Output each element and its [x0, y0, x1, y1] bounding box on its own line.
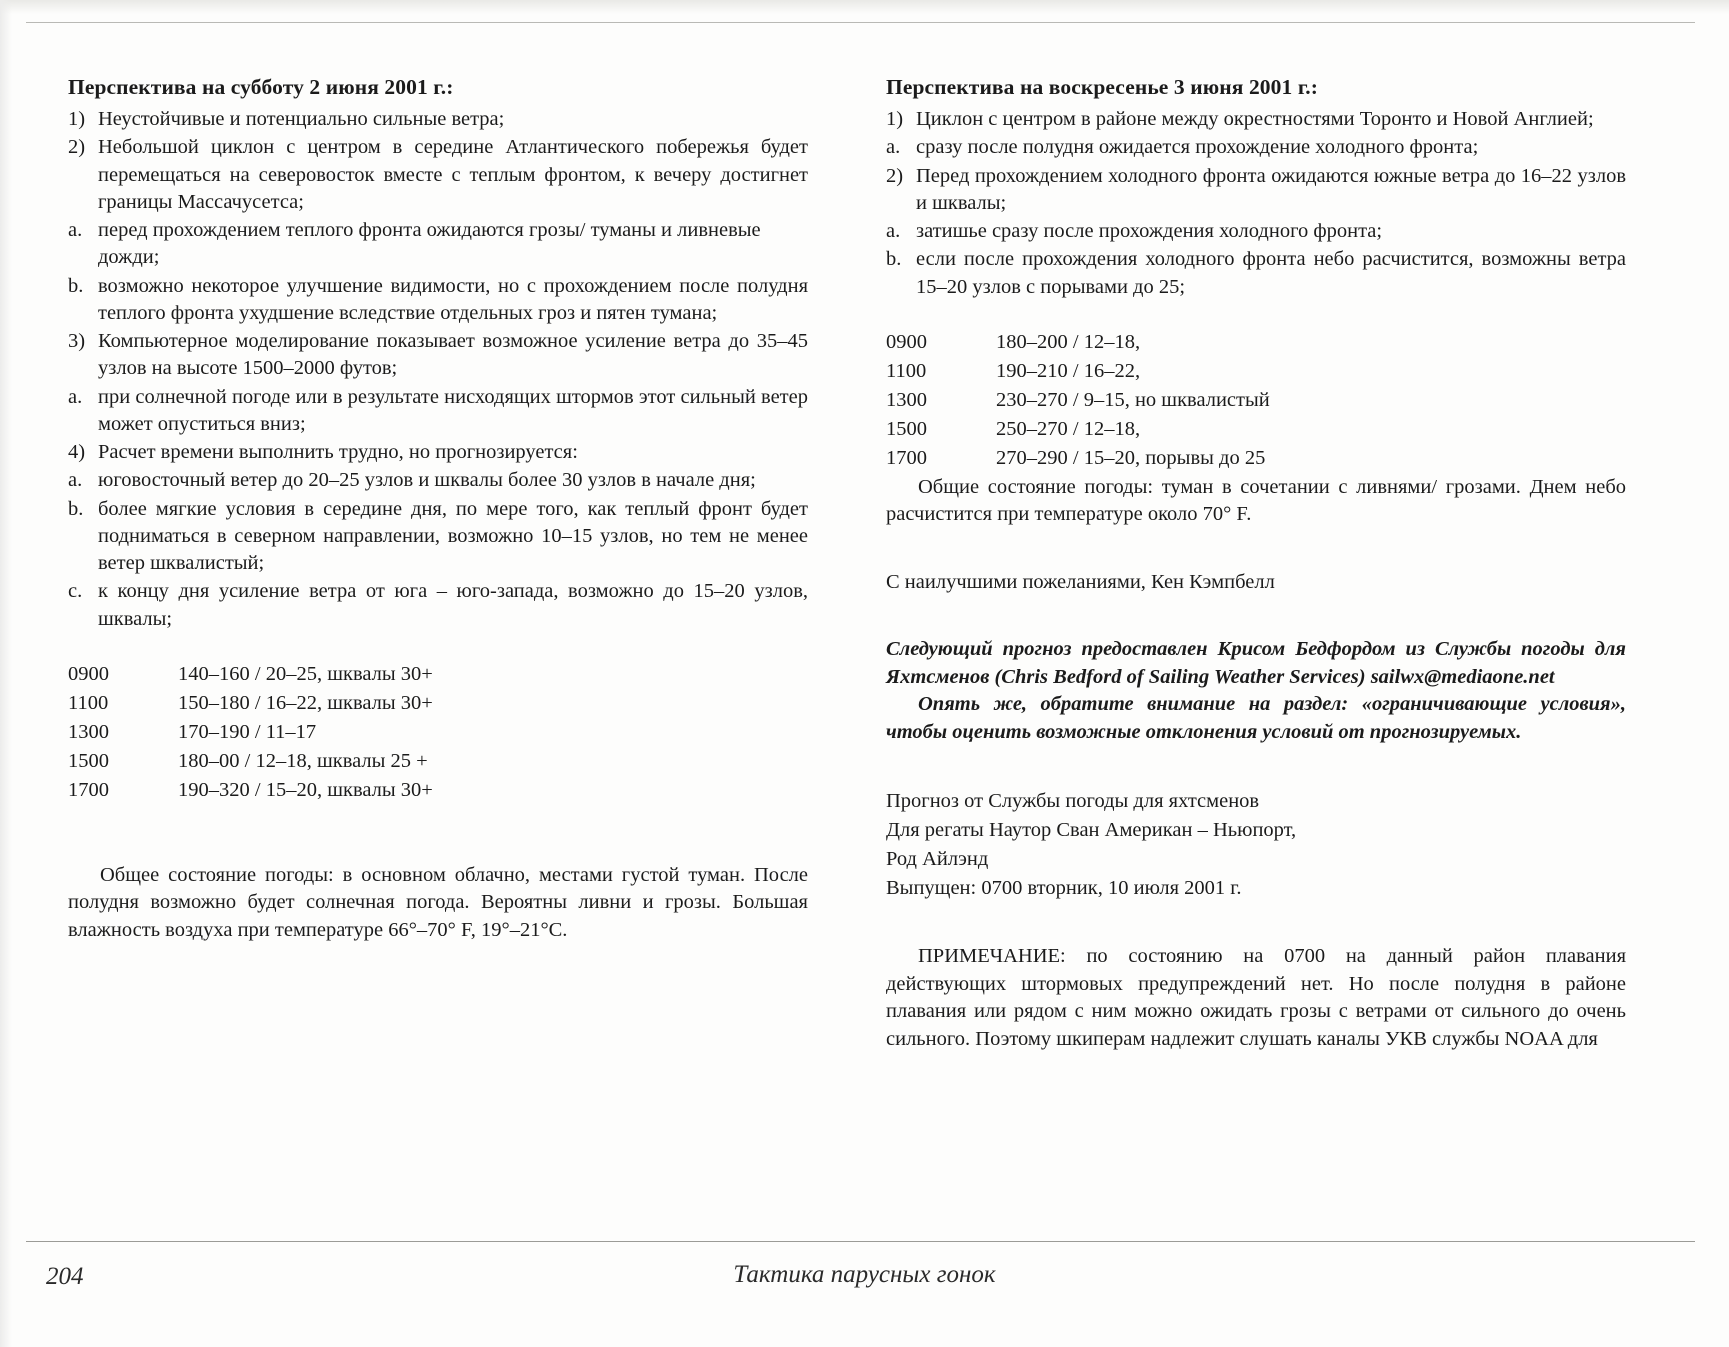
table-row — [68, 747, 433, 776]
list-item-marker: b. — [886, 248, 902, 271]
list-item-marker: 2) — [68, 136, 86, 159]
list-item-text: перед прохождением теплого фронта ожидаются грозы/ туманы и ливневые дожди; — [98, 219, 761, 269]
list-item — [886, 163, 1626, 218]
list-item-marker: a. — [886, 220, 901, 243]
table-row — [68, 718, 433, 747]
forecast-header-block — [886, 787, 1626, 903]
left-column — [68, 74, 808, 1227]
forecast-value: 180–00 / 12–18, шквалы 25 + — [178, 750, 428, 773]
table-row — [68, 776, 433, 805]
list-item-marker: b. — [68, 274, 84, 297]
list-item-text: Перед прохождением холодного фронта ожидаются южные ветра до 16–22 узлов и шквалы; — [916, 164, 1626, 214]
list-item — [886, 106, 1626, 133]
list-item — [68, 467, 808, 494]
forecast-value: 250–270 / 12–18, — [996, 418, 1141, 441]
list-item — [68, 106, 808, 133]
forecast-value: 230–270 / 9–15, но шквалистый — [996, 389, 1270, 412]
page-number: 204 — [46, 1263, 84, 1290]
footer-rule — [26, 1241, 1695, 1242]
list-item — [886, 246, 1626, 301]
forecast-time: 0900 — [886, 330, 927, 353]
list-item — [68, 384, 808, 439]
forecast-location-line: Род Айлэнд — [886, 847, 989, 870]
forecast-time: 1300 — [68, 721, 109, 744]
spacer — [886, 596, 1626, 636]
spacer — [886, 747, 1626, 787]
forecast-time: 1100 — [886, 360, 927, 383]
left-point-list — [68, 106, 808, 633]
table-row — [68, 660, 433, 689]
forecast-time: 1100 — [68, 692, 109, 715]
forecast-issued-line: Выпущен: 0700 вторник, 10 июля 2001 г. — [886, 876, 1242, 899]
list-item — [68, 439, 808, 466]
note-paragraph: ПРИМЕЧАНИЕ: по состоянию на 0700 на данный район плавания действующих штормовых предупреждений нет. Но после полудня в районе плавания или рядом с ним можно ожидать грозы с ветрами от сильного до очень сильного. Поэтому шкиперам надлежит слушать каналы УКВ службы NOAA для — [886, 945, 1626, 1050]
table-row — [886, 444, 1270, 473]
list-item-text: Расчет времени выполнить трудно, но прогнозируется: — [98, 441, 578, 464]
table-row — [886, 328, 1270, 357]
spacer — [886, 529, 1626, 569]
spacer — [68, 634, 808, 660]
right-wind-forecast-table — [886, 328, 1270, 474]
list-item-marker: 4) — [68, 441, 86, 464]
forecast-regatta-line: Для регаты Наутор Сван Американ – Ньюпорт, — [886, 818, 1297, 841]
forecast-source-line: Прогноз от Службы погоды для яхтсменов — [886, 789, 1260, 812]
list-item-text: возможно некоторое улучшение видимости, но с прохождением после полудня теплого фронта ухудшение вследствие отдельных гроз и пятен тумана; — [98, 274, 808, 324]
forecast-value: 140–160 / 20–25, шквалы 30+ — [178, 662, 433, 685]
forecast-value: 180–200 / 12–18, — [996, 330, 1141, 353]
forecast-time: 1300 — [886, 389, 927, 412]
list-item — [68, 273, 808, 328]
list-item-marker: 3) — [68, 330, 86, 353]
list-item-text: Компьютерное моделирование показывает возможное усиление ветра до 35–45 узлов на высоте 1500–2000 футов; — [98, 330, 808, 380]
italic-note-source: Следующий прогноз предоставлен Крисом Бедфордом из Службы погоды для Яхтсменов (Chris Bedford of Sailing Weather Services) sailwx@mediaone.net — [886, 638, 1626, 688]
table-row — [68, 689, 433, 718]
spacer — [886, 903, 1626, 943]
list-item-marker: a. — [886, 136, 901, 159]
list-item-text: Неустойчивые и потенциально сильные ветра; — [98, 108, 505, 131]
list-item-marker: a. — [68, 385, 83, 408]
page-footer — [0, 1227, 1729, 1347]
forecast-value: 170–190 / 11–17 — [178, 721, 317, 744]
running-title: Тактика парусных гонок — [733, 1261, 996, 1288]
table-row — [886, 357, 1270, 386]
list-item — [886, 218, 1626, 245]
left-wind-forecast-table — [68, 660, 433, 806]
list-item-text: к концу дня усиление ветра от юга – юго-запада, возможно до 15–20 узлов, шквалы; — [98, 580, 808, 630]
forecast-time: 1500 — [68, 750, 109, 773]
list-item-text: затишье сразу после прохождения холодного фронта; — [916, 220, 1383, 243]
forecast-time: 1500 — [886, 418, 927, 441]
forecast-value: 270–290 / 15–20, порывы до 25 — [996, 447, 1266, 470]
forecast-value: 150–180 / 16–22, шквалы 30+ — [178, 692, 433, 715]
list-item-marker: b. — [68, 497, 84, 520]
list-item — [68, 217, 808, 272]
list-item-marker: 1) — [68, 108, 86, 131]
signature-line: С наилучшими пожеланиями, Кен Кэмпбелл — [886, 570, 1275, 593]
list-item-text: Небольшой циклон с центром в середине Атлантического побережья будет перемещаться на северовосток вместе с теплым фронтом, к вечеру достигнет границы Массачусетса; — [98, 136, 808, 213]
list-item-marker: 1) — [886, 108, 904, 131]
forecast-time: 1700 — [886, 447, 927, 470]
list-item — [68, 578, 808, 633]
left-summary-paragraph: Общее состояние погоды: в основном облачно, местами густой туман. После полудня возможно будет солнечная погода. Вероятны ливни и грозы. Большая влажность воздуха при температуре 66°–70° F, 19°–21°С. — [68, 863, 808, 941]
italic-note-caution: Опять же, обратите внимание на раздел: «ограничивающие условия», чтобы оценить возможные отклонения условий от прогнозируемых. — [886, 693, 1626, 743]
forecast-time: 0900 — [68, 662, 109, 685]
list-item-marker: a. — [68, 219, 83, 242]
list-item-text: сразу после полудня ожидается прохождение холодного фронта; — [916, 136, 1479, 159]
list-item-text: Циклон с центром в районе между окрестностями Торонто и Новой Англией; — [916, 108, 1594, 131]
forecast-time: 1700 — [68, 779, 109, 802]
forecast-value: 190–320 / 15–20, шквалы 30+ — [178, 779, 433, 802]
list-item-marker: a. — [68, 469, 83, 492]
spacer — [886, 302, 1626, 328]
list-item-text: юговосточный ветер до 20–25 узлов и шквалы более 30 узлов в начале дня; — [98, 469, 756, 492]
spacer — [68, 806, 808, 862]
list-item-text: если после прохождения холодного фронта небо расчистится, возможны ветра 15–20 узлов с порывами до 25; — [916, 248, 1626, 298]
two-column-content — [0, 74, 1729, 1227]
list-item — [886, 134, 1626, 161]
list-item-marker: c. — [68, 580, 83, 603]
list-item-marker: 2) — [886, 164, 904, 187]
right-summary-paragraph: Общие состояние погоды: туман в сочетании с ливнями/ грозами. Днем небо расчистится при температуре около 70° F. — [886, 475, 1626, 526]
scan-edge-top — [0, 0, 1729, 14]
header-rule — [26, 22, 1695, 23]
right-column — [886, 74, 1626, 1227]
left-section-title: Перспектива на субботу 2 июня 2001 г.: — [68, 75, 454, 99]
forecast-value: 190–210 / 16–22, — [996, 360, 1141, 383]
right-section-title: Перспектива на воскресенье 3 июня 2001 г.: — [886, 75, 1318, 99]
right-point-list — [886, 106, 1626, 301]
list-item-text: при солнечной погоде или в результате нисходящих штормов этот сильный ветер может опуститься вниз; — [98, 385, 808, 435]
list-item-text: более мягкие условия в середине дня, по мере того, как теплый фронт будет подниматься в северном направлении, возможно 10–15 узлов, но тем не менее ветер шквалистый; — [98, 497, 808, 575]
table-row — [886, 415, 1270, 444]
list-item — [68, 328, 808, 383]
table-row — [886, 386, 1270, 415]
list-item — [68, 134, 808, 216]
list-item — [68, 496, 808, 578]
